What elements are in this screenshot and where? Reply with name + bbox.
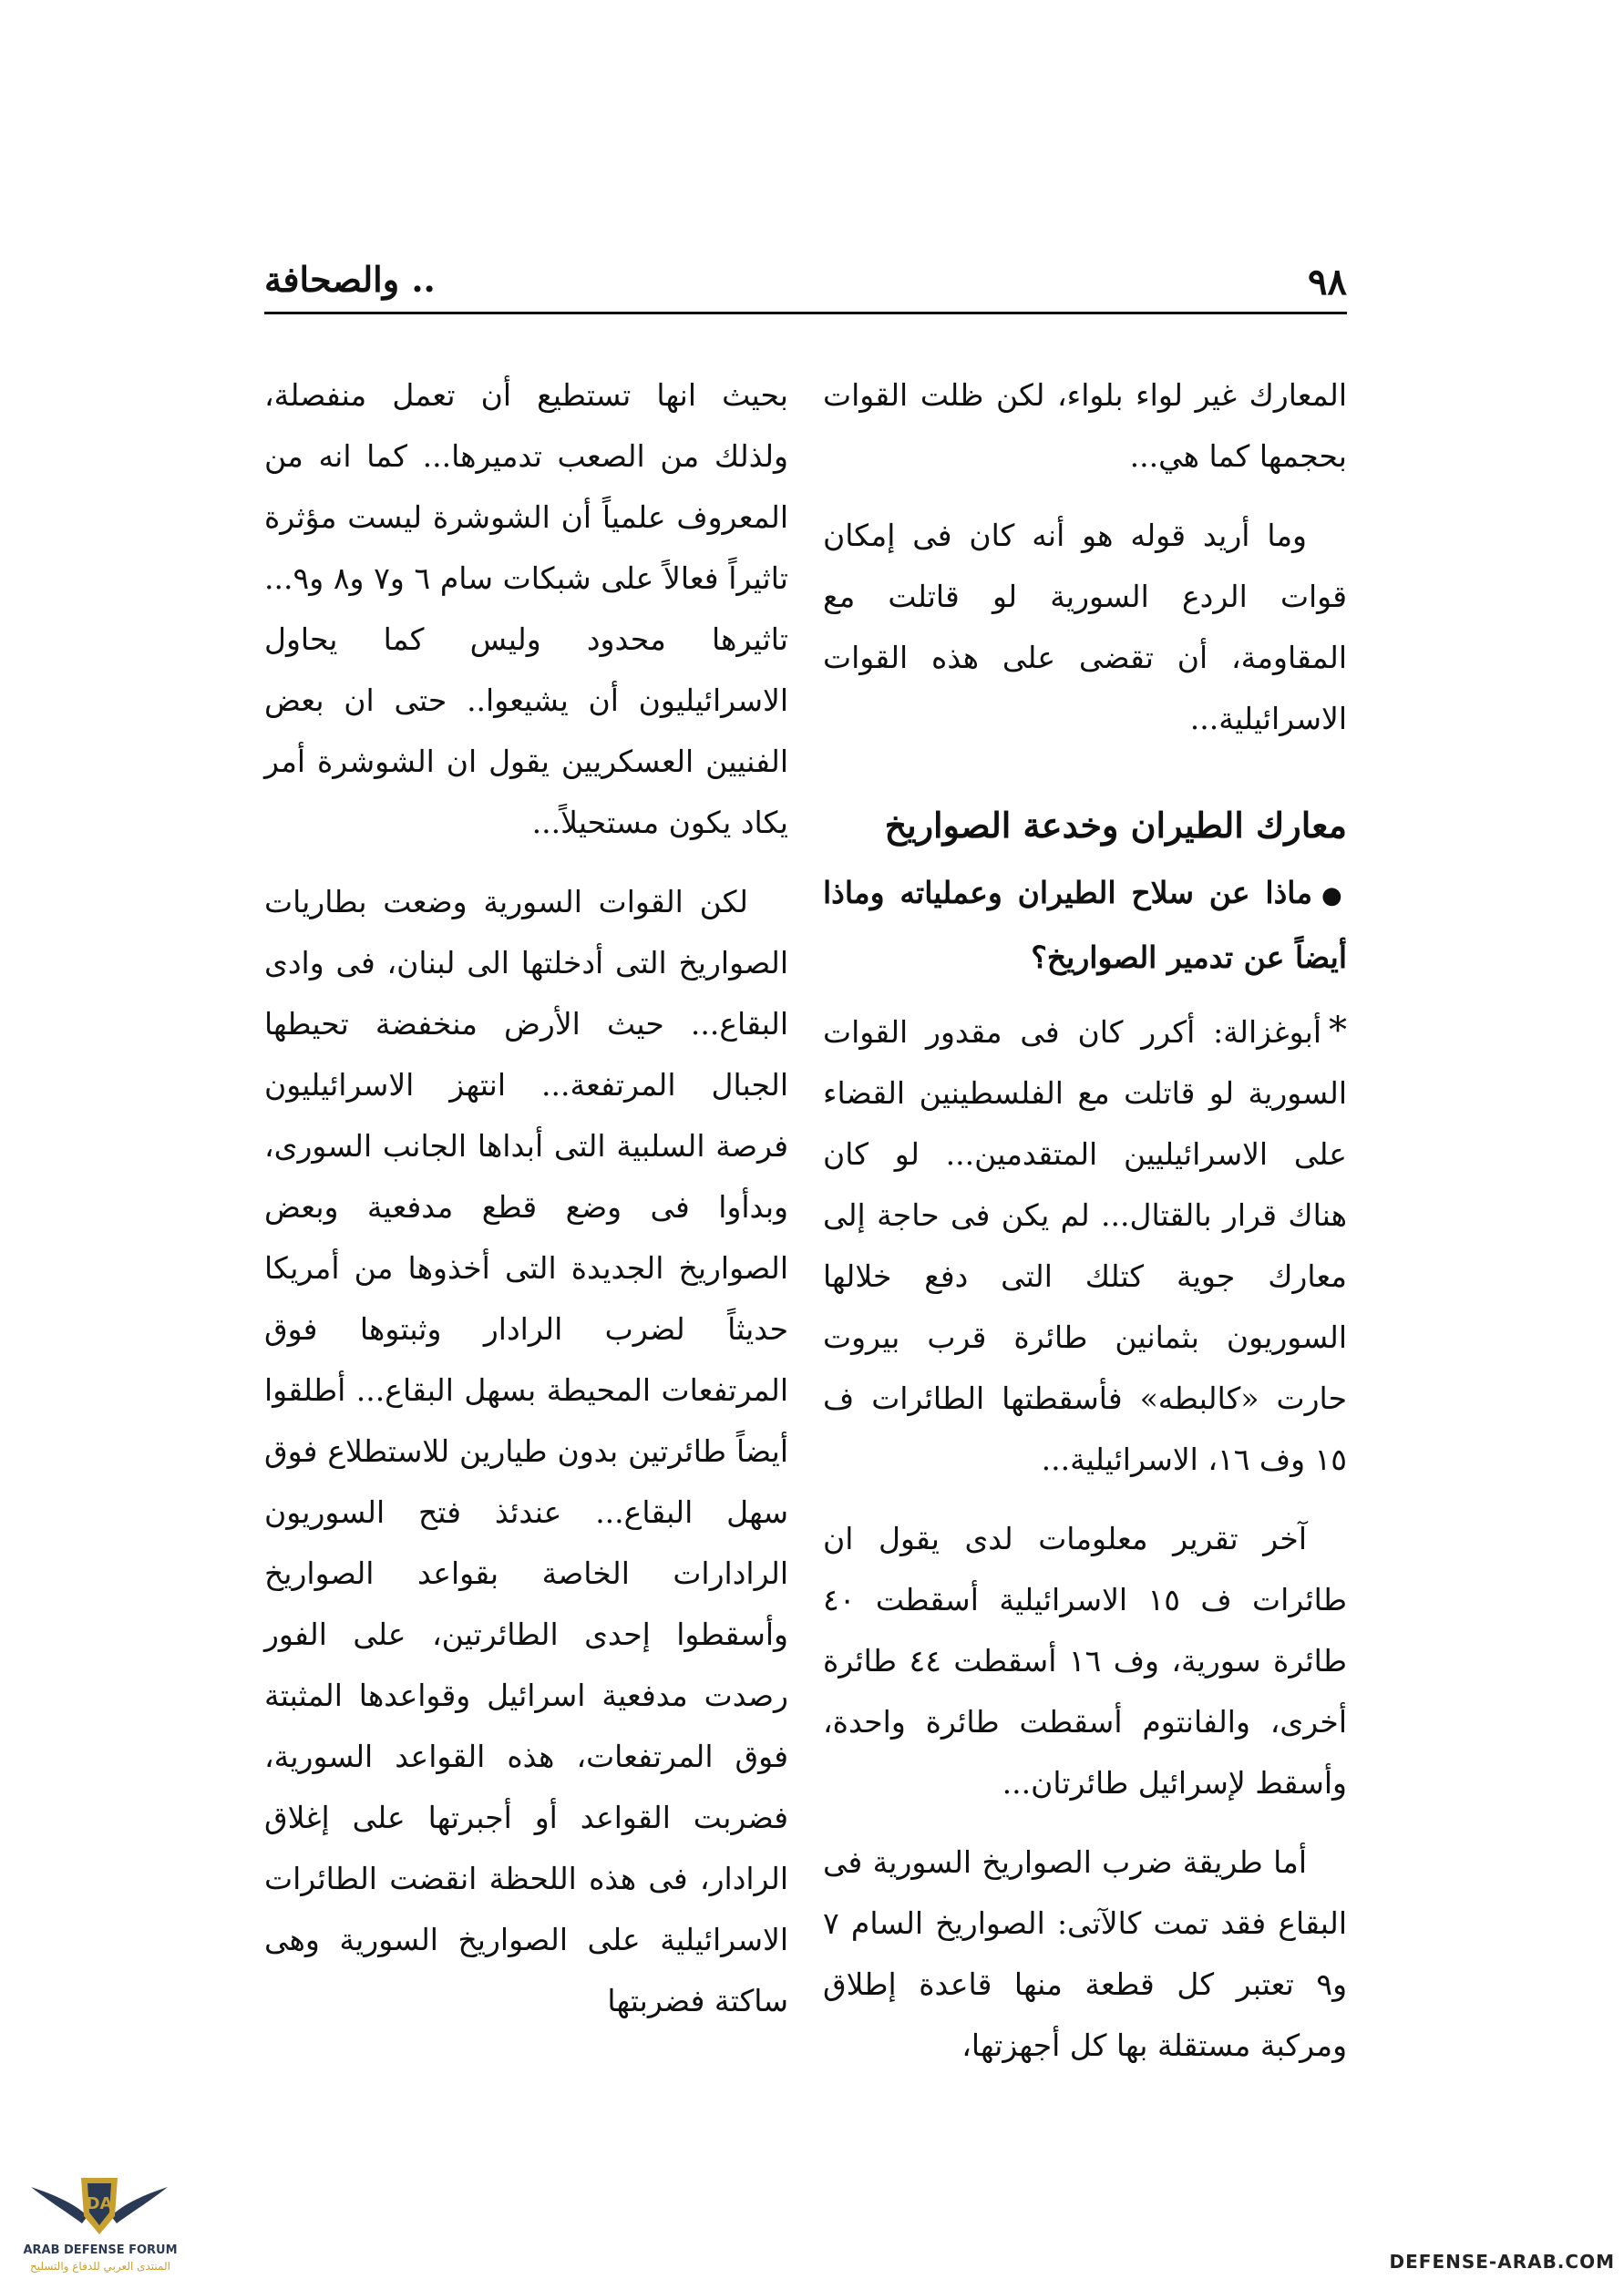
answer-text: أبوغزالة: أكرر كان فى مقدور القوات السورية لو قاتلت مع الفلسطينين القضاء على الاسرائيليين المتقدمين... لو كان هناك قرار بالقتال... لم يكن فى حاجة إلى معارك جوية كتلك التى دفع خلالها السوريون بثمانين طائرة قرب بيروت حارت «كالبطه» فأسقطتها الطائرات ف ١٥ وف ١٦، الاسرائيلية... xyxy=(823,1014,1347,1477)
logo-badge-text: DA xyxy=(86,2194,113,2213)
running-title: .. والصحافة xyxy=(264,259,436,300)
question-text: ماذا عن سلاح الطيران وعملياته وماذا أيضاً عن تدمير الصواريخ؟ xyxy=(823,875,1347,975)
asterisk-icon: * xyxy=(1329,1010,1347,1052)
right-column xyxy=(823,364,1347,2094)
arab-defense-forum-logo-icon xyxy=(31,2160,168,2276)
header-rule xyxy=(264,312,1347,314)
paragraph: آخر تقرير معلومات لدى يقول ان طائرات ف ١٥ الاسرائيلية أسقطت ٤٠ طائرة سورية، وف ١٦ أسقطت ٤٤ طائرة أخرى، والفانتوم أسقطت طائرة واحدة، وأسقط لإسرائيل طائرتان... xyxy=(823,1521,1347,1801)
section-heading: معارك الطيران وخدعة الصواريخ xyxy=(884,805,1347,846)
bullet-icon: ● xyxy=(1321,882,1348,909)
interview-answer xyxy=(823,1001,1347,1490)
page-number: ٩٨ xyxy=(1308,261,1347,303)
logo-name-en: ARAB DEFENSE FORUM xyxy=(23,2243,178,2257)
paragraph: وما أريد قوله هو أنه كان فى إمكان قوات الردع السورية لو قاتلت مع المقاومة، أن تقضى على هذه القوات الاسرائيلية... xyxy=(823,518,1347,736)
paragraph: المعارك غير لواء بلواء، لكن ظلت القوات بحجمها كما هي... xyxy=(823,377,1347,474)
site-url-watermark: DEFENSE-ARAB.COM xyxy=(1389,2251,1615,2273)
interview-question xyxy=(823,862,1347,988)
paragraph: بحيث انها تستطيع أن تعمل منفصلة، ولذلك من الصعب تدميرها... كما انه من المعروف علمياً أن الشوشرة ليست مؤثرة تاثيراً فعالاً على شبكات سام ٦ و٧ و٨ و٩... تاثيرها محدود وليس كما يحاول الاسرائيليون أن يشيعوا.. حتى ان بعض الفنيين العسكريين يقول ان الشوشرة أمر يكاد يكون مستحيلاً... xyxy=(264,377,788,840)
paragraph: لكن القوات السورية وضعت بطاريات الصواريخ التى أدخلتها الى لبنان، فى وادى البقاع... حيث الأرض منخفضة تحيطها الجبال المرتفعة... انتهز الاسرائيليون فرصة السلبية التى أبداها الجانب السورى، وبدأوا فى وضع قطع مدفعية وبعض الصواريخ الجديدة التى أخذوها من أمريكا حديثاً لضرب الرادار وثبتوها فوق المرتفعات المحيطة بسهل البقاع... أطلقوا أيضاً طائرتين بدون طيارين للاستطلاع فوق سهل البقاع... عندئذ فتح السوريون الرادارات الخاصة بقواعد الصواريخ وأسقطوا إحدى الطائرتين، على الفور رصدت مدفعية اسرائيل وقواعدها المثبتة فوق المرتفعات، هذه القواعد السورية، فضربت القواعد أو أجبرتها على إغلاق الرادار، فى هذه اللحظة انقضت الطائرات الاسرائيلية على الصواريخ السورية وهى ساكتة فضربتها xyxy=(264,884,788,2018)
logo-name-ar: المنتدى العربي للدفاع والتسليح xyxy=(30,2260,170,2273)
paragraph: أما طريقة ضرب الصواريخ السورية فى البقاع فقد تمت كالآتى: الصواريخ السام ٧ و٩ تعتبر كل قطعة منها قاعدة إطلاق ومركبة مستقلة بها كل أجهزتها، xyxy=(823,1844,1347,2063)
left-column xyxy=(264,364,788,2049)
running-header xyxy=(264,255,1347,310)
